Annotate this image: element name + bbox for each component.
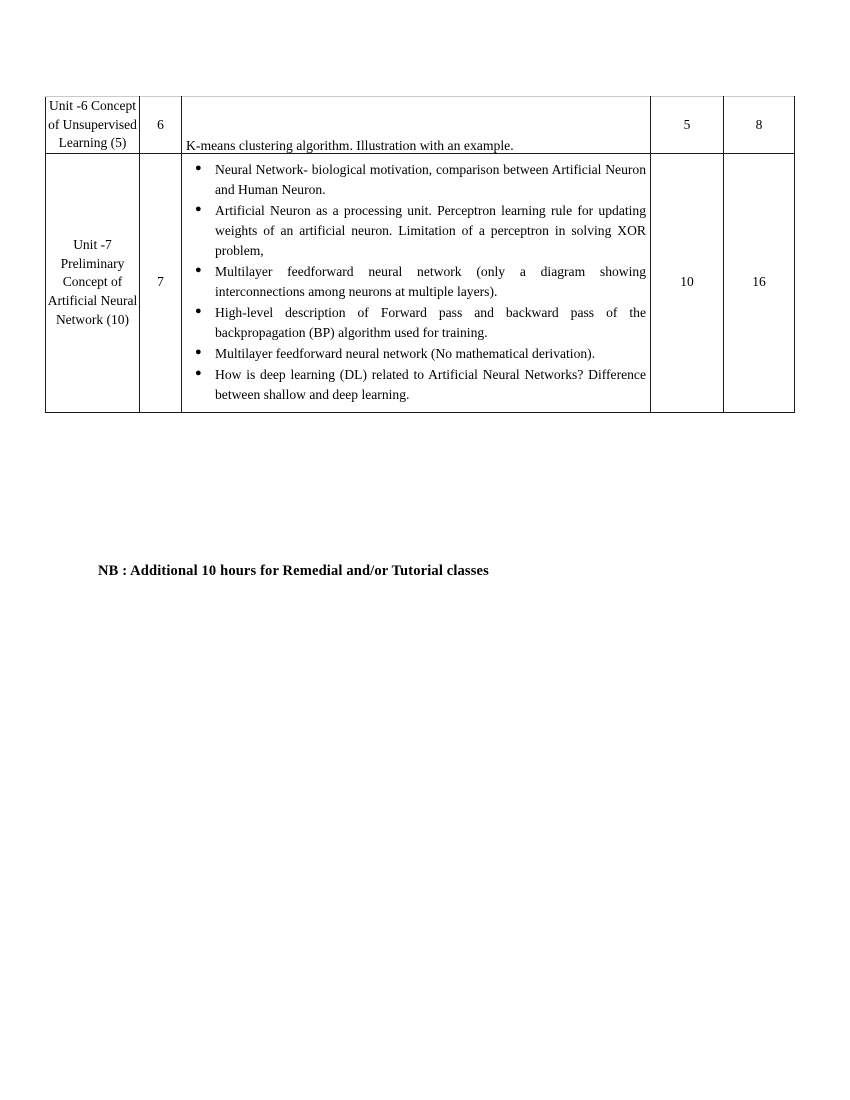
marks-cell: 16 <box>724 153 795 412</box>
note-text: NB : Additional 10 hours for Remedial and/or Tutorial classes <box>98 563 489 579</box>
list-item <box>182 344 646 364</box>
content-text: K-means clustering algorithm. Illustration with an example. <box>186 138 514 154</box>
list-item <box>182 303 646 343</box>
list-item-text: How is deep learning (DL) related to Artificial Neural Networks? Difference between shallow and deep learning. <box>215 366 646 402</box>
table-row <box>46 97 795 154</box>
content-bullet-list <box>182 154 650 412</box>
bullet-dot-icon: ● <box>195 304 202 317</box>
unit-title-cell: Unit -6 Concept of Unsupervised Learning (5) <box>46 97 140 154</box>
list-item-text: Multilayer feedforward neural network (only a diagram showing interconnections among neurons at multiple layers). <box>215 263 646 299</box>
content-cell <box>182 97 651 154</box>
syllabus-table <box>45 96 795 413</box>
lectures-cell: 10 <box>651 153 724 412</box>
list-item <box>182 262 646 302</box>
syllabus-table-body <box>46 97 795 413</box>
list-item-text: Neural Network- biological motivation, comparison between Artificial Neuron and Human Neuron. <box>215 161 646 197</box>
unit-number-cell: 7 <box>140 153 182 412</box>
list-item-text: Multilayer feedforward neural network (No mathematical derivation). <box>215 345 596 361</box>
lectures-cell: 5 <box>651 97 724 154</box>
bullet-dot-icon: ● <box>195 161 202 174</box>
marks-cell: 8 <box>724 97 795 154</box>
list-item <box>182 160 646 200</box>
content-cell <box>182 153 651 412</box>
unit-title-cell: Unit -7 Preliminary Concept of Artificial Neural Network (10) <box>46 153 140 412</box>
list-item <box>182 365 646 405</box>
bullet-dot-icon: ● <box>195 202 202 215</box>
bullet-dot-icon: ● <box>195 345 202 358</box>
list-item-text: High-level description of Forward pass and backward pass of the backpropagation (BP) algorithm used for training. <box>215 304 646 340</box>
bullet-dot-icon: ● <box>195 263 202 276</box>
bullet-dot-icon: ● <box>195 366 202 379</box>
unit-number-cell: 6 <box>140 97 182 154</box>
table-row <box>46 153 795 412</box>
list-item <box>182 201 646 261</box>
list-item-text: Artificial Neuron as a processing unit. Perceptron learning rule for updating weights of an artificial neuron. Limitation of a perceptron in solving XOR problem, <box>215 202 646 258</box>
